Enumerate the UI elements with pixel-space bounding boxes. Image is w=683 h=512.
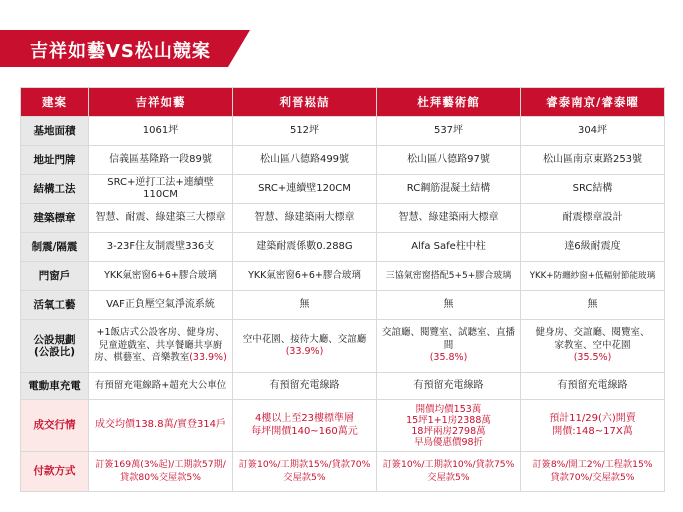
table-cell (89, 452, 233, 492)
table-row (21, 175, 665, 204)
row-label: 結構工法 (21, 175, 89, 204)
table-cell (233, 320, 377, 373)
comparison-table-wrap (20, 87, 664, 492)
table-cell (521, 452, 665, 492)
table-cell: 信義區基隆路一段89號 (89, 146, 233, 175)
cell-line: 早鳥優惠價98折 (413, 436, 484, 448)
row-label: 活氧工藝 (21, 291, 89, 320)
table-cell (377, 400, 521, 452)
table-cell (521, 400, 665, 452)
table-cell: 無 (233, 291, 377, 320)
cell-line: 開價:148~17X萬 (552, 425, 633, 437)
cell-line: 開價均價153萬 (415, 403, 482, 415)
table-cell: 三協氣密窗搭配5+5+膠合玻璃 (377, 262, 521, 291)
table-cell: 智慧、綠建築兩大標章 (233, 204, 377, 233)
cell-line: 4樓以上至23樓標準層 (254, 413, 355, 424)
table-cell: Alfa Safe柱中柱 (377, 233, 521, 262)
table-cell: SRC結構 (521, 175, 665, 204)
table-cell: 512坪 (233, 117, 377, 146)
row-label: 地址門牌 (21, 146, 89, 175)
table-cell (521, 320, 665, 373)
table-cell (377, 452, 521, 492)
cell-line (90, 352, 231, 365)
table-cell: 無 (377, 291, 521, 320)
table-cell (377, 320, 521, 373)
table-cell: YKK+防纏紗窗+低輻射節能玻璃 (521, 262, 665, 291)
table-cell: 耐震標章設計 (521, 204, 665, 233)
row-label: 建築標章 (21, 204, 89, 233)
table-row (21, 400, 665, 452)
table-cell: 松山區八德路499號 (233, 146, 377, 175)
cell-line: 交誼廳、閱覽室、試聽室、直播間 (381, 327, 515, 351)
cell-line: 預計11/29(六)開賣 (549, 413, 636, 424)
share-ratio: (33.9%) (189, 352, 227, 364)
table-cell: 松山區八德路97號 (377, 146, 521, 175)
cell-line: 貸款80%交屋款5% (120, 471, 201, 483)
header-ruitai: 睿泰南京/睿泰曜 (521, 88, 665, 117)
page-title: 吉祥如藝VS松山競案 (30, 41, 211, 62)
cell-line: 交屋款5% (283, 471, 326, 483)
cell-line: 每坪開價140~160萬元 (251, 425, 358, 437)
cell-text: 房、棋藝室、音樂教室 (94, 352, 190, 364)
cell-line: 貸款70%/交屋款5% (550, 471, 635, 483)
cell-line: 訂簽10%/工期款10%/貸款75% (382, 459, 515, 470)
table-row (21, 146, 665, 175)
row-label-line: (公設比) (33, 346, 76, 358)
table-cell: 無 (521, 291, 665, 320)
cell-line: 家教室、空中花園 (554, 339, 631, 351)
table-cell: 松山區南京東路253號 (521, 146, 665, 175)
table-cell: SRC+逆打工法+連續壁110CM (89, 175, 233, 204)
table-cell: 建築耐震係數0.288G (233, 233, 377, 262)
table-cell (89, 320, 233, 373)
table-cell: YKK氣密窗6+6+膠合玻璃 (89, 262, 233, 291)
cell-line: 訂簽10%/工期款15%/貸款70% (238, 459, 371, 470)
table-cell: 有預留充電線路 (521, 373, 665, 400)
table-cell: 1061坪 (89, 117, 233, 146)
cell-line: 訂簽169萬(3%起)/工期款57期/ (95, 459, 226, 470)
cell-line: 兒童遊戲室、共享餐廳共享廚 (98, 339, 223, 351)
table-row (21, 117, 665, 146)
table-cell: 智慧、綠建築兩大標章 (377, 204, 521, 233)
table-cell (233, 400, 377, 452)
table-row (21, 291, 665, 320)
cell-line: 15坪1+1房2388萬 (406, 414, 491, 426)
table-row (21, 373, 665, 400)
header-jixiang: 吉祥如藝 (89, 88, 233, 117)
table-row (21, 233, 665, 262)
cell-line: 18坪兩房2798萬 (411, 425, 486, 437)
table-row (21, 204, 665, 233)
share-ratio: (33.9%) (285, 346, 324, 357)
cell-line: 交屋款5% (427, 471, 470, 483)
row-label (21, 320, 89, 373)
table-cell (233, 452, 377, 492)
table-cell: 有預留充電線路 (233, 373, 377, 400)
table-cell: 有預留充電線路 (377, 373, 521, 400)
row-label: 成交行情 (21, 400, 89, 452)
cell-line: 空中花園、接待大廳、交誼廳 (242, 333, 367, 345)
table-cell: 有預留充電線路+超充大公車位 (89, 373, 233, 400)
table-cell: 智慧、耐震、綠建築三大標章 (89, 204, 233, 233)
row-label: 付款方式 (21, 452, 89, 492)
cell-line: 訂簽8%/開工2%/工程款15% (532, 459, 653, 470)
table-cell: 537坪 (377, 117, 521, 146)
row-label: 制震/隔震 (21, 233, 89, 262)
row-label-line: 公設規劃 (33, 333, 76, 346)
title-banner (0, 30, 250, 67)
share-ratio: (35.8%) (429, 352, 468, 364)
table-cell: YKK氣密窗6+6+膠合玻璃 (233, 262, 377, 291)
cell-line: +1飯店式公設客房、健身房、 (96, 327, 225, 339)
table-row (21, 452, 665, 492)
row-label: 電動車充電 (21, 373, 89, 400)
cell-line: 健身房、交誼廳、閱覽室、 (535, 327, 650, 339)
table-cell: VAF正負壓空氣淨流系統 (89, 291, 233, 320)
table-row (21, 320, 665, 373)
table-cell: SRC+連續壁120CM (233, 175, 377, 204)
table-cell: 成交均價138.8萬/實登314戶 (89, 400, 233, 452)
header-project: 建案 (21, 88, 89, 117)
table-row (21, 262, 665, 291)
table-cell: 304坪 (521, 117, 665, 146)
table-cell: 3-23F住友制震壁336支 (89, 233, 233, 262)
header-dubai: 杜拜藝術館 (377, 88, 521, 117)
header-lijin: 利晉崧喆 (233, 88, 377, 117)
comparison-table (20, 87, 665, 492)
share-ratio: (35.5%) (573, 352, 612, 364)
row-label: 基地面積 (21, 117, 89, 146)
table-header-row (21, 88, 665, 117)
table-cell: 達6級耐震度 (521, 233, 665, 262)
row-label: 門窗戶 (21, 262, 89, 291)
table-cell: RC鋼筋混凝土結構 (377, 175, 521, 204)
